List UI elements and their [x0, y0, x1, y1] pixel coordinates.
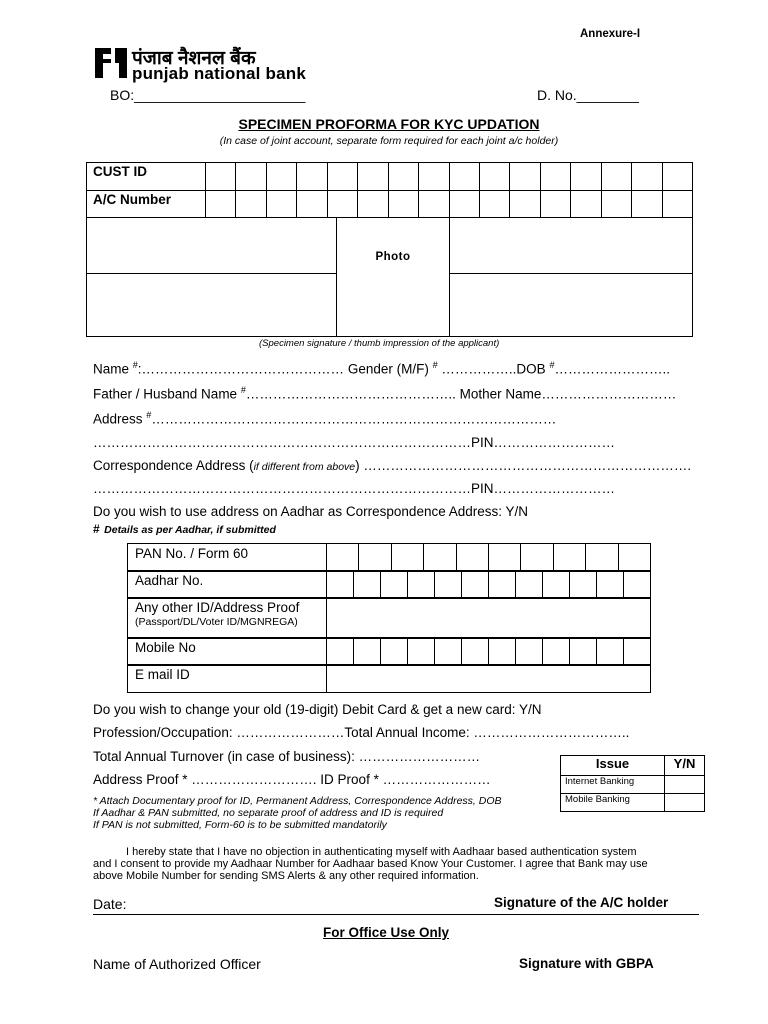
- signature-box-3[interactable]: [87, 274, 337, 337]
- name-row[interactable]: [93, 360, 670, 377]
- mobile-box[interactable]: [408, 638, 435, 666]
- ac-number-box[interactable]: [358, 191, 388, 218]
- bank-logo: [93, 46, 129, 85]
- details-note: Details as per Aadhar, if submitted: [104, 524, 276, 536]
- other-id-table: [127, 597, 651, 639]
- proof-row[interactable]: Address Proof * ………………………. ID Proof * ……………………: [93, 772, 491, 787]
- issue-table: [560, 755, 705, 812]
- address-row[interactable]: [93, 410, 556, 427]
- cust-id-box[interactable]: [206, 163, 236, 191]
- signature-box-2[interactable]: [450, 218, 693, 274]
- dob-dots: ……………………..: [554, 361, 670, 377]
- ac-number-box[interactable]: [601, 191, 631, 218]
- profession-row[interactable]: Profession/Occupation: ……………………Total Annual Income: ……………………………..: [93, 725, 630, 740]
- cust-id-box[interactable]: [327, 163, 357, 191]
- yn-header: Y/N: [665, 756, 705, 776]
- aadhar-box[interactable]: [462, 571, 489, 599]
- bank-name-hindi: पंजाब नैशनल बैंक: [132, 48, 256, 69]
- issue-header: Issue: [561, 756, 665, 776]
- other-id-label: Any other ID/Address Proof: [135, 600, 300, 615]
- other-id-sub: (Passport/DL/Voter ID/MGNREGA): [135, 616, 298, 628]
- mobile-table: [127, 637, 651, 666]
- mother-label: Mother Name: [459, 386, 542, 402]
- mobile-box[interactable]: [624, 638, 651, 666]
- email-input[interactable]: [327, 665, 651, 693]
- gender-hash: #: [432, 360, 438, 370]
- mobile-box[interactable]: [543, 638, 570, 666]
- id-table: [127, 543, 651, 572]
- mobile-box[interactable]: [327, 638, 354, 666]
- declaration-line-1: I hereby state that I have no objection in authenticating myself with Aadhaar based authentication system: [126, 846, 637, 858]
- cust-id-box[interactable]: [632, 163, 662, 191]
- signature-holder-label: Signature of the A/C holder: [494, 895, 669, 910]
- cust-id-box[interactable]: [236, 163, 266, 191]
- aadhar-box[interactable]: [489, 571, 516, 599]
- bo-field[interactable]: BO:______________________: [110, 87, 306, 103]
- attach-note-3: If PAN is not submitted, Form-60 is to be submitted mandatorily: [93, 819, 387, 831]
- cust-id-box[interactable]: [510, 163, 540, 191]
- aadhar-box[interactable]: [597, 571, 624, 599]
- email-label: E mail ID: [128, 665, 327, 693]
- cust-id-box[interactable]: [266, 163, 296, 191]
- form-title: SPECIMEN PROFORMA FOR KYC UPDATION: [238, 116, 540, 132]
- gender-label: Gender (M/F): [347, 361, 429, 377]
- signature-gbpa-label: Signature with GBPA: [519, 956, 654, 971]
- photo-box[interactable]: [337, 218, 450, 337]
- cust-id-box[interactable]: [601, 163, 631, 191]
- annexure-label: Annexure-I: [580, 28, 641, 40]
- correspondence-row[interactable]: [93, 458, 691, 473]
- address-dots: ………………………………………………………………………………: [151, 411, 557, 427]
- ac-number-box[interactable]: [540, 191, 570, 218]
- details-note-row: [93, 520, 276, 538]
- cust-id-box[interactable]: [571, 163, 601, 191]
- ac-number-box[interactable]: [419, 191, 449, 218]
- mobile-banking-yn[interactable]: [665, 794, 705, 812]
- pan-box[interactable]: [456, 544, 488, 572]
- aadhar-box[interactable]: [435, 571, 462, 599]
- declaration-line-3: above Mobile Number for sending SMS Alerts & any other required information.: [93, 870, 479, 882]
- issue-internet-banking: Internet Banking: [561, 776, 665, 794]
- pan-box[interactable]: [586, 544, 618, 572]
- dno-field[interactable]: D. No.________: [537, 87, 639, 103]
- ac-number-box[interactable]: [571, 191, 601, 218]
- photo-label: Photo: [375, 251, 411, 263]
- cust-id-box[interactable]: [540, 163, 570, 191]
- father-hash: #: [240, 385, 246, 395]
- office-use-heading: For Office Use Only: [323, 925, 450, 940]
- cust-id-box[interactable]: [662, 163, 692, 191]
- account-table: [86, 162, 693, 218]
- mobile-label: Mobile No: [128, 638, 327, 666]
- ac-number-box[interactable]: [236, 191, 266, 218]
- gender-dots: ……………..: [441, 361, 517, 377]
- other-id-cell: [128, 598, 327, 639]
- name-dots: :………………………………………: [137, 361, 345, 377]
- father-label: Father / Husband Name: [93, 386, 238, 402]
- aadhar-box[interactable]: [624, 571, 651, 599]
- address-label: Address: [93, 411, 143, 427]
- attach-note-1: * Attach Documentary proof for ID, Permanent Address, Correspondence Address, DOB: [93, 795, 502, 807]
- cust-id-box[interactable]: [419, 163, 449, 191]
- father-dots: ………………………………………..: [245, 386, 456, 402]
- details-hash: #: [93, 522, 100, 536]
- aadhar-box[interactable]: [354, 571, 381, 599]
- signature-photo-table: [86, 217, 693, 337]
- pan-box[interactable]: [359, 544, 391, 572]
- turnover-row[interactable]: Total Annual Turnover (in case of business): ………………………: [93, 749, 481, 764]
- ac-number-box[interactable]: [662, 191, 692, 218]
- father-row[interactable]: [93, 385, 676, 402]
- ac-number-label: A/C Number: [87, 191, 206, 218]
- corr-label: Correspondence Address (: [93, 458, 254, 473]
- date-label: Date:: [93, 896, 127, 912]
- footer-divider: [93, 914, 699, 915]
- pan-label: PAN No. / Form 60: [128, 544, 327, 572]
- address-line-2[interactable]: …………………………………………………………………………PIN………………………: [93, 435, 616, 450]
- pan-box[interactable]: [391, 544, 423, 572]
- email-table: [127, 664, 651, 693]
- dob-label: DOB: [516, 361, 546, 377]
- cust-id-box[interactable]: [449, 163, 479, 191]
- signature-box-4[interactable]: [450, 274, 693, 337]
- aadhar-label: Aadhar No.: [128, 571, 327, 599]
- ac-number-box[interactable]: [266, 191, 296, 218]
- aadhar-box[interactable]: [543, 571, 570, 599]
- cust-id-box[interactable]: [297, 163, 327, 191]
- name-label: Name: [93, 361, 130, 377]
- declaration-line-2: and I consent to provide my Aadhaar Number for Aadhaar based Know Your Customer. I agree that Bank may use: [93, 858, 648, 870]
- correspondence-line-2[interactable]: …………………………………………………………………………PIN………………………: [93, 481, 616, 496]
- ac-number-box[interactable]: [449, 191, 479, 218]
- pan-box[interactable]: [488, 544, 520, 572]
- cust-id-label: CUST ID: [87, 163, 206, 191]
- aadhar-box[interactable]: [570, 571, 597, 599]
- ac-number-box[interactable]: [632, 191, 662, 218]
- authorized-officer-label: Name of Authorized Officer: [93, 956, 261, 972]
- ac-number-box[interactable]: [297, 191, 327, 218]
- ac-number-box[interactable]: [206, 191, 236, 218]
- specimen-note: (Specimen signature / thumb impression of the applicant): [259, 338, 500, 349]
- aadhar-box[interactable]: [381, 571, 408, 599]
- internet-banking-yn[interactable]: [665, 776, 705, 794]
- mother-dots: …………………………: [541, 386, 677, 402]
- aadhar-table: [127, 570, 651, 599]
- cust-id-box[interactable]: [388, 163, 418, 191]
- mobile-box[interactable]: [462, 638, 489, 666]
- pan-box[interactable]: [327, 544, 359, 572]
- address-hash: #: [146, 410, 152, 420]
- corr-italic: if different from above: [253, 461, 356, 473]
- ac-number-box[interactable]: [510, 191, 540, 218]
- debit-card-question[interactable]: Do you wish to change your old (19-digit) Debit Card & get a new card: Y/N: [93, 702, 542, 717]
- other-id-input[interactable]: [327, 598, 651, 639]
- name-hash: #: [132, 360, 138, 370]
- aadhar-box[interactable]: [327, 571, 354, 599]
- ac-number-box[interactable]: [327, 191, 357, 218]
- mobile-box[interactable]: [381, 638, 408, 666]
- cust-id-box[interactable]: [358, 163, 388, 191]
- mobile-box[interactable]: [597, 638, 624, 666]
- ac-number-box[interactable]: [479, 191, 509, 218]
- cust-id-box[interactable]: [479, 163, 509, 191]
- ac-number-box[interactable]: [388, 191, 418, 218]
- signature-box-1[interactable]: [87, 218, 337, 274]
- corr-dots: ) ……………………………………………………………….: [355, 458, 692, 473]
- mobile-box[interactable]: [516, 638, 543, 666]
- form-subtitle: (In case of joint account, separate form required for each joint a/c holder): [219, 135, 559, 147]
- pnb-logo-icon: [93, 46, 129, 80]
- aadhar-box[interactable]: [516, 571, 543, 599]
- bank-name-english: punjab national bank: [132, 64, 307, 83]
- pan-box[interactable]: [618, 544, 650, 572]
- mobile-box[interactable]: [570, 638, 597, 666]
- pan-box[interactable]: [553, 544, 585, 572]
- aadhar-address-question[interactable]: Do you wish to use address on Aadhar as Correspondence Address: Y/N: [93, 504, 529, 519]
- pan-box[interactable]: [424, 544, 456, 572]
- mobile-box[interactable]: [354, 638, 381, 666]
- aadhar-box[interactable]: [408, 571, 435, 599]
- mobile-box[interactable]: [489, 638, 516, 666]
- issue-mobile-banking: Mobile Banking: [561, 794, 665, 812]
- attach-note-2: If Aadhar & PAN submitted, no separate proof of address and ID is required: [93, 807, 444, 819]
- dob-hash: #: [549, 360, 555, 370]
- pan-box[interactable]: [521, 544, 553, 572]
- mobile-box[interactable]: [435, 638, 462, 666]
